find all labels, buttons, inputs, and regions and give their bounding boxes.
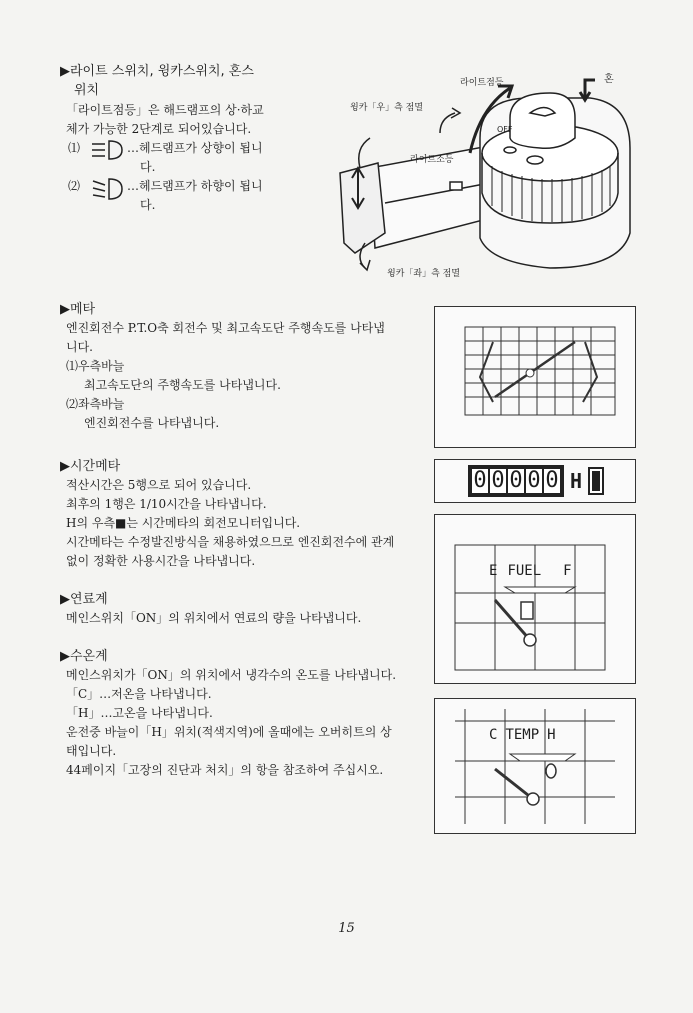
fuel-scale bbox=[489, 563, 572, 579]
page-number: 15 bbox=[338, 921, 355, 936]
rotation-monitor-fill bbox=[592, 471, 600, 491]
body-line: 메인스위치「ON」의 위치에서 연료의 량을 나타냅니다. bbox=[66, 611, 362, 625]
body-line: 최고속도단의 주행속도를 나타냅니다. bbox=[84, 378, 281, 392]
body-line: 「라이트점등」은 해드램프의 상·하교 bbox=[66, 103, 264, 117]
body-line: 없이 정확한 사용시간을 나타냅니다. bbox=[66, 554, 256, 568]
rotation-monitor-indicator bbox=[588, 467, 604, 495]
fuel-full-label: F bbox=[563, 563, 572, 579]
off-label: OFF bbox=[497, 125, 513, 134]
fuel-word-label: FUEL bbox=[507, 563, 542, 579]
meter-heading: ▶메타 bbox=[60, 302, 96, 317]
item-number: ⑴ bbox=[68, 141, 81, 155]
winker-right-label: 윙카「우」측 점멸 bbox=[350, 103, 424, 113]
body-line: 엔진회전수 P.T.O축 회전수 및 최고속도단 주행속도를 나타냅 bbox=[66, 321, 385, 335]
fuel-gauge-figure bbox=[434, 514, 636, 684]
temp-body bbox=[66, 666, 396, 780]
counter-digit: 0 bbox=[509, 468, 523, 493]
body-line: 최후의 1행은 1/10시간을 나타냅니다. bbox=[66, 497, 267, 511]
horn-label: 혼 bbox=[604, 74, 614, 85]
counter-digit: 0 bbox=[545, 468, 559, 493]
body-line: 엔진회전수를 나타냅니다. bbox=[84, 416, 220, 430]
temp-gauge-figure bbox=[434, 698, 636, 834]
fuel-body bbox=[66, 609, 361, 628]
body-line: ⑵좌측바늘 bbox=[66, 397, 125, 411]
hour-meter-body bbox=[66, 476, 394, 571]
light-switch-heading bbox=[60, 62, 254, 100]
hour-meter-heading: ▶시간메타 bbox=[60, 459, 121, 474]
winker-left-label: 윙카「좌」측 점멸 bbox=[387, 269, 461, 279]
temp-cold-label: C bbox=[489, 727, 498, 743]
temp-word-label: TEMP bbox=[505, 727, 540, 743]
item-line: 다. bbox=[140, 160, 156, 174]
heading-line: 위치 bbox=[74, 83, 100, 98]
high-beam-icon bbox=[90, 139, 124, 161]
light-on-label: 라이트점등 bbox=[460, 78, 504, 88]
fuel-heading: ▶연료계 bbox=[60, 592, 108, 607]
body-line: 44페이지「고장의 진단과 처치」의 항을 참조하여 주십시오. bbox=[66, 763, 384, 777]
hour-unit-label: H bbox=[570, 469, 583, 493]
fuel-empty-label: E bbox=[489, 563, 498, 579]
light-switch-body bbox=[66, 101, 264, 139]
body-line: 「H」…고온을 나타냅니다. bbox=[66, 706, 213, 720]
counter-digit: 0 bbox=[473, 468, 487, 493]
meter-figure bbox=[434, 306, 636, 448]
body-line: 운전중 바늘이「H」위치(적색지역)에 올때에는 오버히트의 상 bbox=[66, 725, 392, 739]
item-line: …헤드램프가 상향이 됩니 bbox=[127, 141, 263, 155]
low-beam-icon bbox=[90, 177, 124, 201]
temp-hot-label: H bbox=[547, 727, 556, 743]
temp-heading: ▶수온계 bbox=[60, 649, 108, 664]
body-line: H의 우측■는 시간메타의 회전모니터입니다. bbox=[66, 516, 301, 530]
item-text bbox=[127, 177, 263, 215]
counter-digit: 0 bbox=[527, 468, 541, 493]
body-line: ⑴우측바늘 bbox=[66, 359, 125, 373]
item-line: 다. bbox=[140, 198, 156, 212]
combination-switch-illustration bbox=[330, 58, 660, 288]
body-line: 시간메타는 수정발진방식을 채용하였으므로 엔진회전수에 관계 bbox=[66, 535, 395, 549]
body-line: 니다. bbox=[66, 340, 93, 354]
light-off-label: 라이트소등 bbox=[410, 155, 454, 165]
meter-grid-illustration bbox=[435, 307, 635, 447]
item-number: ⑵ bbox=[68, 179, 81, 193]
body-line: 태입니다. bbox=[66, 744, 117, 758]
hour-meter-figure bbox=[434, 459, 636, 503]
body-line: 메인스위치가「ON」의 위치에서 냉각수의 온도를 나타냅니다. bbox=[66, 668, 397, 682]
fuel-gauge-illustration bbox=[435, 515, 635, 683]
hour-meter-counter bbox=[468, 465, 564, 497]
item-text bbox=[127, 139, 263, 177]
body-line: 적산시간은 5행으로 되어 있습니다. bbox=[66, 478, 252, 492]
body-line: 「C」…저온을 나타냅니다. bbox=[66, 687, 212, 701]
body-line: 체가 가능한 2단계로 되어있습니다. bbox=[66, 122, 252, 136]
counter-digit: 0 bbox=[491, 468, 505, 493]
temp-gauge-illustration bbox=[435, 699, 635, 833]
temp-scale bbox=[489, 727, 556, 743]
item-line: …헤드램프가 하향이 됩니 bbox=[127, 179, 263, 193]
meter-body bbox=[66, 319, 385, 433]
heading-line: ▶라이트 스위치, 윙카스위치, 혼스 bbox=[60, 64, 254, 79]
